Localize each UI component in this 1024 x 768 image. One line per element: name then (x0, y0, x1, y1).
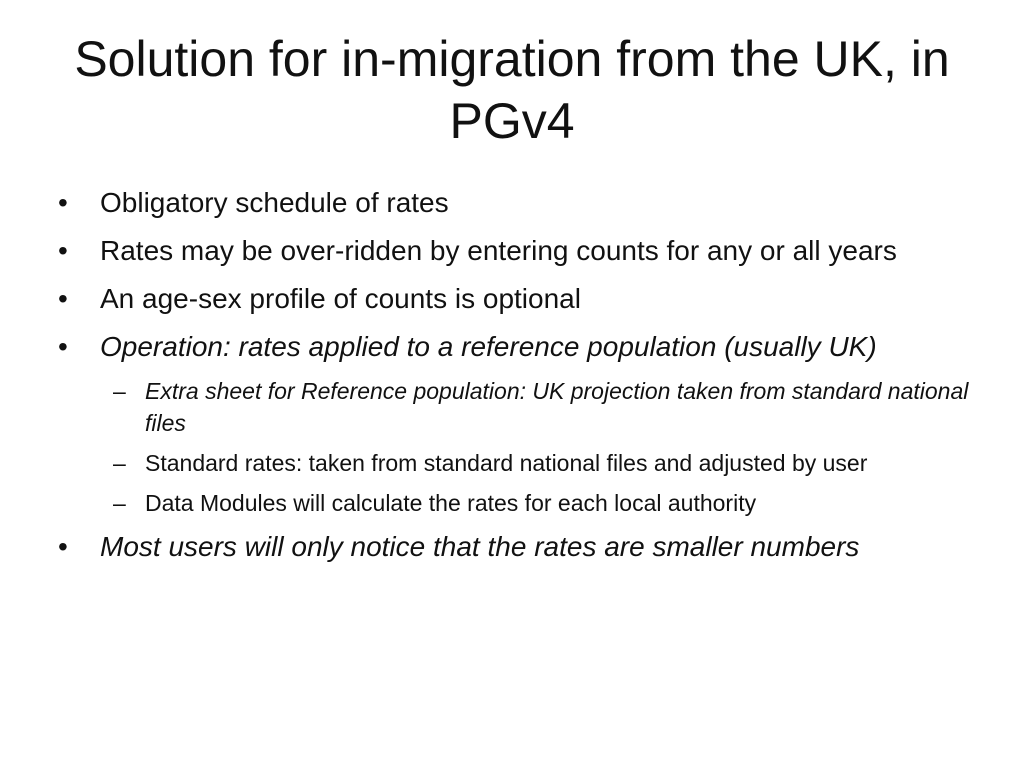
bullet-text: Rates may be over-ridden by entering counts for any or all years (100, 235, 897, 266)
bullet-icon: • (58, 235, 68, 266)
bullet-text: Most users will only notice that the rates are smaller numbers (100, 531, 860, 562)
bullet-text: Obligatory schedule of rates (100, 187, 449, 218)
bullet-icon: • (58, 531, 68, 562)
bullet-text: An age-sex profile of counts is optional (100, 283, 581, 314)
bullet-item (58, 527, 988, 567)
slide-title: Solution for in-migration from the UK, in PGv4 (74, 31, 950, 149)
sub-bullet-item (58, 447, 988, 479)
dash-icon: – (113, 450, 126, 476)
bullet-item (58, 279, 988, 319)
bullet-text: Operation: rates applied to a reference population (usually UK) (100, 331, 877, 362)
bullet-item (58, 231, 988, 271)
sub-bullet-item (58, 487, 988, 519)
bullet-icon: • (58, 187, 68, 218)
sub-bullet-text: Standard rates: taken from standard national files and adjusted by user (145, 450, 868, 476)
bullet-icon: • (58, 331, 68, 362)
sub-bullet-text: Data Modules will calculate the rates for each local authority (145, 490, 757, 516)
dash-icon: – (113, 490, 126, 516)
slide-body (58, 183, 988, 575)
sub-bullet-text: Extra sheet for Reference population: UK projection taken from standard national files (145, 378, 969, 436)
bullet-icon: • (58, 283, 68, 314)
bullet-item (58, 327, 988, 367)
sub-bullet-item (58, 375, 988, 439)
dash-icon: – (113, 378, 126, 404)
bullet-item (58, 183, 988, 223)
